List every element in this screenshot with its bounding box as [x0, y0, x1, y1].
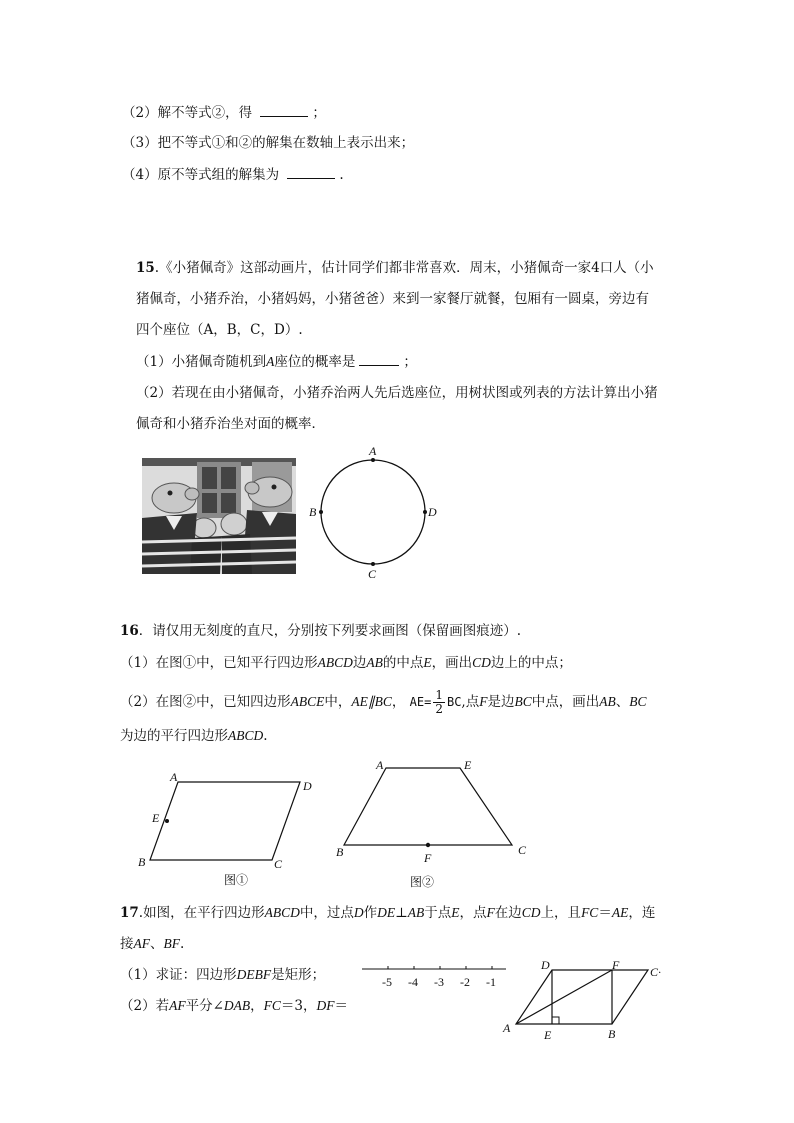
number-line-tick-label: -5	[382, 975, 392, 989]
q16-p1-b: 中，已知平行四边形	[196, 655, 318, 671]
q15-part2-line2: 佩奇和小猪乔治坐对面的概率．	[136, 416, 325, 432]
q17-l1-q: ＝	[598, 905, 612, 921]
midpoint-f	[426, 843, 430, 847]
q17-label-c: C·	[650, 965, 662, 979]
q17-p1-c: 是矩形；	[271, 967, 326, 983]
q16-p2-i: ,点	[461, 694, 480, 710]
q15-part1-end: ；	[403, 354, 417, 370]
q16-fraction-num: 1	[435, 688, 443, 702]
q14-part4	[122, 164, 344, 185]
q16-part2	[120, 689, 647, 716]
q16-part2-line2	[120, 726, 268, 746]
q16-p2-c: ABCE	[290, 694, 325, 709]
fig2-label-b: B	[336, 845, 344, 859]
q16-p2-l2-b: ABCD	[228, 728, 264, 743]
q16-stem-text: ．请仅用无刻度的直尺，分别按下列要求画图（保留画图痕迹）.	[138, 623, 522, 639]
q17-label-e: E	[544, 1028, 552, 1042]
q16-p2-o: 、	[615, 694, 630, 710]
q15-line3: 四个座位（A，B，C，D）.	[136, 322, 303, 338]
q17-l2-a: 接	[120, 936, 134, 952]
q17-l2-d: BF	[163, 936, 180, 951]
q17-p2-h: DF	[316, 998, 335, 1013]
q15-number: 15	[136, 260, 155, 276]
q17-l2-e: .	[180, 936, 185, 952]
number-line-tick-label: -2	[460, 975, 470, 989]
q17-l1-f: DE	[377, 905, 396, 920]
q17-p2-i: ＝	[334, 998, 349, 1014]
seat-a-point	[371, 458, 375, 462]
q16-p2-j: F	[479, 694, 488, 709]
q17-l1-l: F	[486, 905, 495, 920]
seat-b-point	[319, 510, 323, 514]
q14-part3-end: 的解集在数轴上表示出来；	[252, 135, 415, 151]
fig2-caption: 图②	[410, 875, 435, 889]
q14-part2-end: ；	[312, 105, 326, 121]
q15-part1-mid: 座位的概率是	[274, 354, 356, 370]
seat-c-point	[371, 562, 375, 566]
q16-stem	[120, 621, 521, 641]
q16-fraction	[433, 689, 445, 716]
q17-p2-b: AF	[169, 998, 186, 1013]
fig2-label-f: F	[424, 851, 432, 865]
q17-l1-m: 在边	[494, 905, 522, 921]
q15-answer-blank[interactable]	[359, 351, 399, 366]
q16-p2-m: 中点，画出	[531, 694, 600, 710]
q16-p2-d: 中，	[324, 694, 352, 710]
fig2-label-c: C	[518, 843, 527, 857]
q17-label-f: F	[612, 958, 620, 972]
q17-label-b: B	[608, 1027, 616, 1041]
right-angle-mark	[552, 1017, 559, 1024]
q16-p2-g: AE=	[409, 695, 432, 709]
parallelogram-abcd-q17	[516, 970, 648, 1024]
q17-l2-b: AF	[133, 936, 150, 951]
seat-a-label: A	[369, 444, 377, 458]
q16-p1-circ: ①	[182, 655, 197, 671]
q16-p2-h: BC	[446, 695, 462, 709]
q14-circ1: ①	[211, 135, 226, 151]
q17-p1-a: （1）求证：四边形	[120, 967, 237, 983]
q17-line1	[120, 903, 655, 923]
segment-af	[516, 970, 612, 1024]
q17-l1-s: ，连	[628, 905, 656, 921]
q17-p2-g: ＝3，	[280, 998, 317, 1014]
number-line-tick-label: -3	[434, 975, 444, 989]
q14-part3	[122, 133, 414, 153]
q17-line2	[120, 934, 184, 954]
q17-l1-k: ，点	[459, 905, 487, 921]
seat-d-label: D	[428, 505, 437, 519]
q17-p2-d: DAB	[223, 998, 251, 1013]
q17-figure	[498, 956, 668, 1046]
q16-p2-l: BC	[514, 694, 532, 709]
midpoint-e	[165, 819, 169, 823]
q14-circ2b: ②	[238, 135, 253, 151]
q17-l1-j: E	[451, 905, 460, 920]
q14-part4-text: （4）原不等式组的解集为	[122, 167, 280, 183]
fig1-label-c: C	[274, 857, 283, 871]
q15-line1	[136, 258, 654, 278]
quadrilateral-abce	[344, 768, 512, 845]
q14-circ2: ②	[211, 105, 226, 121]
q14-part4-end: .	[339, 167, 344, 183]
q16-p1-g: E	[423, 655, 432, 670]
fig1-label-e: E	[152, 811, 160, 825]
fig1-label-a: A	[170, 770, 178, 784]
q16-p2-f: ，	[391, 694, 406, 710]
q15-stem-1: .《小猪佩奇》这部动画片，估计同学们都非常喜欢．周末，小猪佩奇一家4口人（小	[154, 260, 654, 276]
parallelogram-abcd	[150, 782, 300, 860]
q17-part1	[120, 965, 325, 985]
q16-p2-l2-c: .	[263, 728, 268, 744]
q17-l2-c: 、	[150, 936, 164, 952]
q16-p1-j: 边上的中点；	[490, 655, 572, 671]
q17-l1-r: AE	[611, 905, 629, 920]
q16-p2-n: AB	[599, 694, 616, 709]
peppa-family-photo	[142, 458, 296, 574]
q16-p1-a: （1）在图	[120, 655, 183, 671]
seat-b-label: B	[309, 505, 317, 519]
q16-p2-l2-a: 为边的平行四边形	[120, 728, 228, 744]
q16-part1	[120, 653, 572, 673]
q16-p2-p: BC	[629, 694, 647, 709]
number-line-tick-label: -1	[486, 975, 496, 989]
q14-part3-text: （3）把不等式	[122, 135, 212, 151]
q14-part2-text: （2）解不等式	[122, 105, 212, 121]
q15-part1-var: A	[266, 354, 275, 369]
q16-p2-k: 是边	[487, 694, 515, 710]
fig2-label-a: A	[376, 758, 384, 772]
q17-l1-n: CD	[521, 905, 541, 920]
q15-part1-text: （1）小猪佩奇随机到	[136, 354, 267, 370]
q16-p1-i: CD	[472, 655, 491, 670]
q17-number: 17	[120, 905, 139, 921]
q17-p2-a: （2）若	[120, 998, 170, 1014]
q17-l1-i: 于点	[424, 905, 452, 921]
q17-l1-o: 上，且	[540, 905, 582, 921]
q16-p1-h: ，画出	[431, 655, 473, 671]
q14-answer-blank-2[interactable]	[287, 164, 335, 179]
seat-d-point	[423, 510, 427, 514]
q16-p2-b: 中，已知四边形	[196, 694, 291, 710]
q17-l1-b: ABCD	[264, 905, 300, 920]
q17-l1-c: 中，过点	[299, 905, 354, 921]
q17-l1-a: .如图，在平行四边形	[138, 905, 265, 921]
round-table-circle	[321, 460, 425, 564]
q17-p2-e: ，	[250, 998, 264, 1014]
q14-part2	[122, 102, 326, 123]
figure-1-parallelogram	[132, 770, 322, 890]
seat-c-label: C	[368, 567, 377, 581]
number-line-tick-label: -4	[408, 975, 418, 989]
q15-part2-line1: （2）若现在由小猪佩奇，小猪乔治两人先后选座位，用树状图或列表的方法计算出小猪	[136, 385, 658, 401]
q17-l1-g: ⊥	[395, 905, 408, 921]
q17-p1-b: DEBF	[236, 967, 272, 982]
q16-p1-d: 边	[352, 655, 367, 671]
q17-l1-p: FC	[581, 905, 599, 920]
q16-p1-e: AB	[366, 655, 383, 670]
q17-p2-f: FC	[263, 998, 281, 1013]
q17-label-a: A	[503, 1021, 511, 1035]
fig1-caption: 图①	[224, 873, 249, 887]
q16-fraction-den: 2	[435, 702, 443, 716]
figure-2-trapezoid	[332, 756, 532, 890]
q16-p2-a: （2）在图	[120, 694, 183, 710]
q17-l1-e: 作	[363, 905, 378, 921]
q17-p2-c: 平分∠	[185, 998, 224, 1014]
q16-number: 16	[120, 623, 139, 639]
q14-part2-mid: ，得	[225, 105, 253, 121]
number-line	[360, 962, 510, 992]
fig1-label-b: B	[138, 855, 146, 869]
q17-l1-h: AB	[407, 905, 425, 920]
q17-part2	[120, 996, 348, 1016]
fig2-label-e: E	[464, 758, 472, 772]
q16-p2-circ: ②	[182, 694, 197, 710]
q16-p1-c: ABCD	[317, 655, 353, 670]
q14-answer-blank-1[interactable]	[260, 102, 308, 117]
q16-p2-e: AE∥BC	[351, 694, 392, 709]
fig1-label-d: D	[303, 779, 312, 793]
seating-circle-figure	[306, 442, 446, 582]
q15-part1	[136, 351, 417, 372]
q17-l1-d: D	[353, 905, 364, 920]
q15-line2: 猪佩奇，小猪乔治，小猪妈妈，小猪爸爸）来到一家餐厅就餐，包厢有一圆桌，旁边有	[136, 291, 649, 307]
q16-p1-f: 的中点	[382, 655, 424, 671]
q14-part3-mid: 和	[225, 135, 239, 151]
q17-label-d: D	[541, 958, 550, 972]
